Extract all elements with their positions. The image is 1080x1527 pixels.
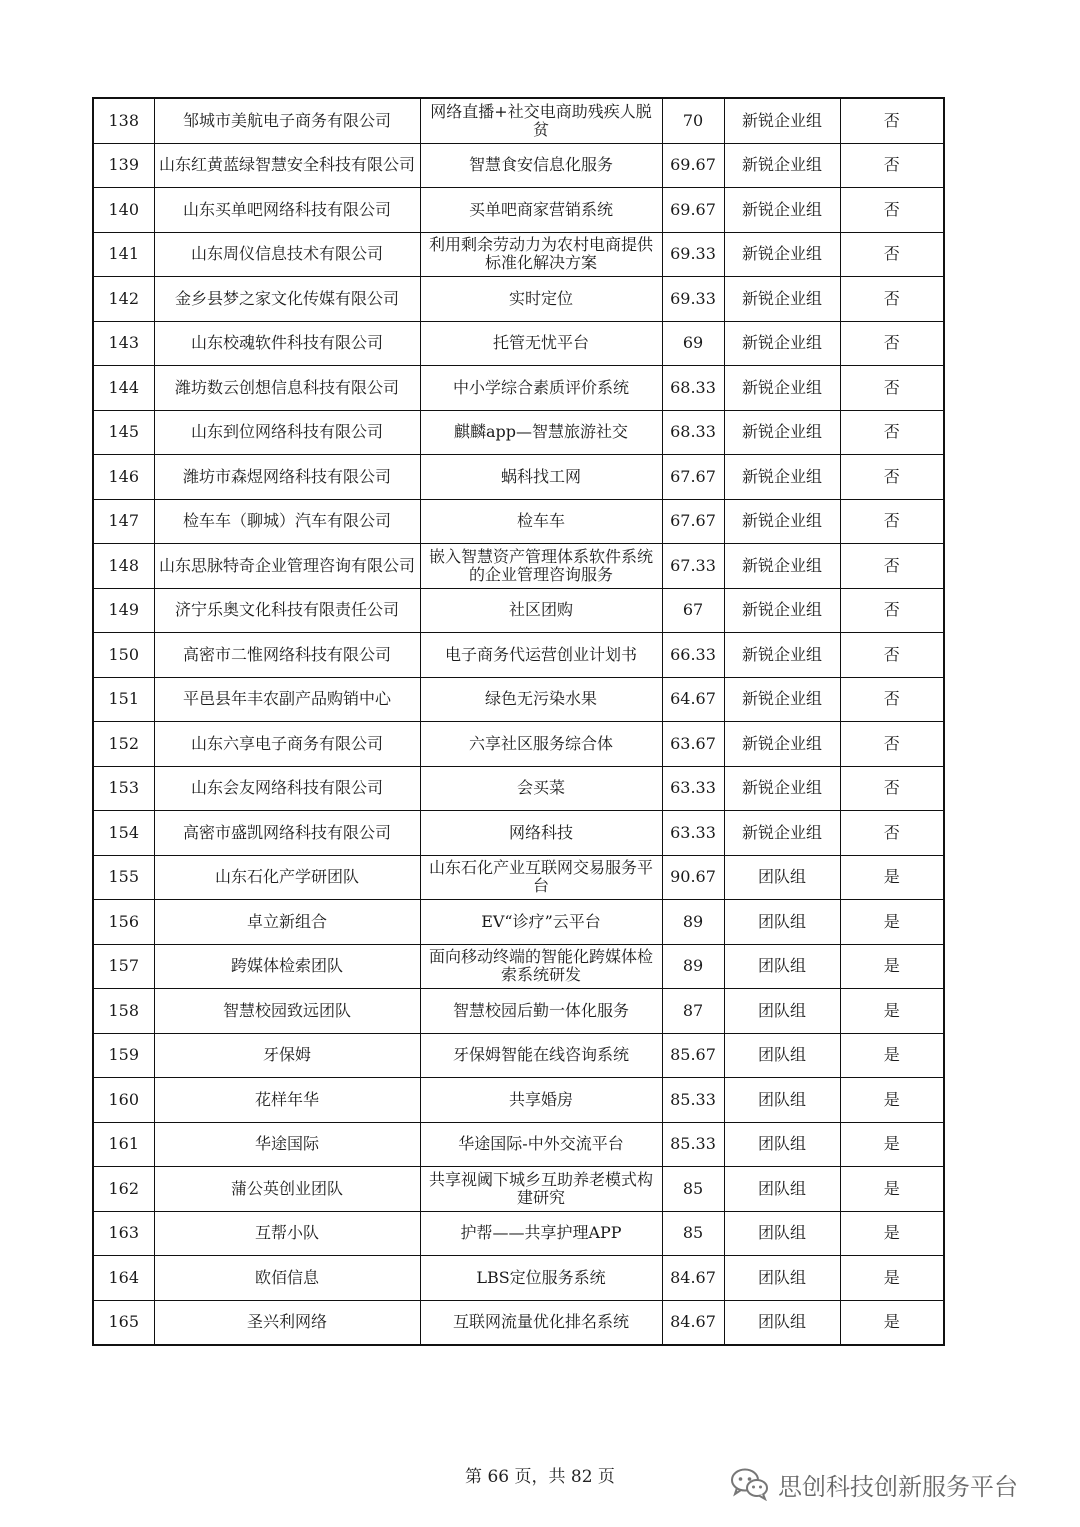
cell-group: 新锐企业组 [724, 143, 840, 188]
cell-project-name: 实时定位 [420, 277, 662, 322]
cell-entity-name: 智慧校园致远团队 [154, 989, 420, 1034]
table-row [93, 1033, 944, 1078]
cell-project-name: 托管无忧平台 [420, 321, 662, 366]
cell-flag: 是 [840, 1078, 944, 1123]
cell-flag: 是 [840, 900, 944, 945]
cell-project-name: 华途国际-中外交流平台 [420, 1122, 662, 1167]
cell-flag: 是 [840, 1256, 944, 1301]
cell-flag: 否 [840, 677, 944, 722]
cell-project-name: 嵌入智慧资产管理体系软件系统的企业管理咨询服务 [420, 544, 662, 589]
table-row [93, 811, 944, 856]
cell-number: 143 [93, 321, 154, 366]
cell-number: 138 [93, 98, 154, 143]
cell-score: 84.67 [662, 1256, 724, 1301]
cell-project-name: 智慧食安信息化服务 [420, 143, 662, 188]
cell-number: 146 [93, 455, 154, 500]
table-row [93, 143, 944, 188]
table-row [93, 366, 944, 411]
cell-number: 155 [93, 855, 154, 900]
cell-number: 145 [93, 410, 154, 455]
cell-entity-name: 潍坊数云创想信息科技有限公司 [154, 366, 420, 411]
results-table [92, 97, 945, 1346]
cell-number: 149 [93, 588, 154, 633]
cell-flag: 否 [840, 544, 944, 589]
cell-flag: 否 [840, 366, 944, 411]
table-row [93, 232, 944, 277]
cell-project-name: 山东石化产业互联网交易服务平台 [420, 855, 662, 900]
cell-flag: 否 [840, 277, 944, 322]
cell-project-name: 网络直播+社交电商助残疾人脱贫 [420, 98, 662, 143]
cell-project-name: 六享社区服务综合体 [420, 722, 662, 767]
cell-number: 161 [93, 1122, 154, 1167]
cell-flag: 否 [840, 98, 944, 143]
cell-project-name: 网络科技 [420, 811, 662, 856]
cell-group: 团队组 [724, 944, 840, 989]
cell-entity-name: 华途国际 [154, 1122, 420, 1167]
cell-flag: 否 [840, 321, 944, 366]
cell-entity-name: 济宁乐奥文化科技有限责任公司 [154, 588, 420, 633]
cell-flag: 是 [840, 1122, 944, 1167]
table-row [93, 1078, 944, 1123]
cell-entity-name: 跨媒体检索团队 [154, 944, 420, 989]
cell-entity-name: 高密市盛凯网络科技有限公司 [154, 811, 420, 856]
cell-score: 89 [662, 900, 724, 945]
cell-entity-name: 山东石化产学研团队 [154, 855, 420, 900]
cell-number: 150 [93, 633, 154, 678]
table-row [93, 766, 944, 811]
cell-project-name: 牙保姆智能在线咨询系统 [420, 1033, 662, 1078]
cell-project-name: 会买菜 [420, 766, 662, 811]
table-row [93, 900, 944, 945]
cell-project-name: 共享婚房 [420, 1078, 662, 1123]
cell-number: 156 [93, 900, 154, 945]
cell-group: 新锐企业组 [724, 410, 840, 455]
cell-entity-name: 山东周仪信息技术有限公司 [154, 232, 420, 277]
cell-project-name: 共享视阈下城乡互助养老模式构建研究 [420, 1167, 662, 1212]
cell-score: 68.33 [662, 410, 724, 455]
cell-score: 63.33 [662, 811, 724, 856]
cell-entity-name: 山东会友网络科技有限公司 [154, 766, 420, 811]
cell-project-name: 智慧校园后勤一体化服务 [420, 989, 662, 1034]
cell-group: 新锐企业组 [724, 321, 840, 366]
cell-entity-name: 花样年华 [154, 1078, 420, 1123]
cell-entity-name: 互帮小队 [154, 1211, 420, 1256]
cell-group: 新锐企业组 [724, 766, 840, 811]
cell-flag: 否 [840, 588, 944, 633]
cell-entity-name: 邹城市美航电子商务有限公司 [154, 98, 420, 143]
cell-number: 140 [93, 188, 154, 233]
cell-number: 158 [93, 989, 154, 1034]
cell-score: 85 [662, 1211, 724, 1256]
cell-number: 148 [93, 544, 154, 589]
cell-group: 团队组 [724, 1256, 840, 1301]
cell-number: 144 [93, 366, 154, 411]
cell-project-name: 互联网流量优化排名系统 [420, 1300, 662, 1345]
cell-flag: 是 [840, 989, 944, 1034]
cell-score: 90.67 [662, 855, 724, 900]
cell-score: 84.67 [662, 1300, 724, 1345]
table-row [93, 944, 944, 989]
cell-project-name: 检车车 [420, 499, 662, 544]
table-row [93, 989, 944, 1034]
cell-number: 165 [93, 1300, 154, 1345]
table-row [93, 410, 944, 455]
cell-entity-name: 山东买单吧网络科技有限公司 [154, 188, 420, 233]
cell-flag: 是 [840, 1300, 944, 1345]
table-row [93, 277, 944, 322]
cell-number: 164 [93, 1256, 154, 1301]
table-row [93, 455, 944, 500]
results-table-body [93, 98, 944, 1345]
watermark-text: 思创科技创新服务平台 [778, 1472, 1018, 1501]
cell-group: 新锐企业组 [724, 232, 840, 277]
cell-entity-name: 山东红黄蓝绿智慧安全科技有限公司 [154, 143, 420, 188]
cell-entity-name: 山东校魂软件科技有限公司 [154, 321, 420, 366]
cell-project-name: 利用剩余劳动力为农村电商提供标准化解决方案 [420, 232, 662, 277]
cell-entity-name: 卓立新组合 [154, 900, 420, 945]
table-row [93, 499, 944, 544]
cell-flag: 是 [840, 1211, 944, 1256]
cell-group: 新锐企业组 [724, 722, 840, 767]
cell-score: 66.33 [662, 633, 724, 678]
cell-project-name: 麒麟app—智慧旅游社交 [420, 410, 662, 455]
cell-flag: 否 [840, 722, 944, 767]
table-row [93, 588, 944, 633]
cell-number: 153 [93, 766, 154, 811]
cell-score: 69 [662, 321, 724, 366]
cell-flag: 是 [840, 855, 944, 900]
cell-entity-name: 平邑县年丰农副产品购销中心 [154, 677, 420, 722]
page-footer: 第 66 页，共 82 页 [465, 1467, 615, 1487]
cell-entity-name: 牙保姆 [154, 1033, 420, 1078]
cell-flag: 是 [840, 944, 944, 989]
cell-entity-name: 蒲公英创业团队 [154, 1167, 420, 1212]
cell-flag: 否 [840, 232, 944, 277]
cell-score: 89 [662, 944, 724, 989]
cell-group: 新锐企业组 [724, 588, 840, 633]
cell-group: 新锐企业组 [724, 677, 840, 722]
cell-group: 团队组 [724, 1122, 840, 1167]
cell-score: 67.67 [662, 499, 724, 544]
table-row [93, 1211, 944, 1256]
cell-score: 85.33 [662, 1078, 724, 1123]
cell-project-name: EV“诊疗”云平台 [420, 900, 662, 945]
cell-score: 67 [662, 588, 724, 633]
cell-entity-name: 高密市二惟网络科技有限公司 [154, 633, 420, 678]
cell-flag: 否 [840, 633, 944, 678]
table-row [93, 188, 944, 233]
cell-flag: 否 [840, 455, 944, 500]
cell-score: 63.33 [662, 766, 724, 811]
cell-group: 新锐企业组 [724, 544, 840, 589]
cell-score: 68.33 [662, 366, 724, 411]
cell-group: 团队组 [724, 1211, 840, 1256]
table-row [93, 633, 944, 678]
cell-entity-name: 欧佰信息 [154, 1256, 420, 1301]
cell-number: 147 [93, 499, 154, 544]
cell-flag: 否 [840, 811, 944, 856]
cell-group: 新锐企业组 [724, 633, 840, 678]
cell-number: 142 [93, 277, 154, 322]
cell-group: 新锐企业组 [724, 98, 840, 143]
table-row [93, 855, 944, 900]
cell-number: 151 [93, 677, 154, 722]
cell-group: 团队组 [724, 1078, 840, 1123]
cell-score: 69.67 [662, 188, 724, 233]
cell-flag: 否 [840, 499, 944, 544]
cell-project-name: 护帮——共享护理APP [420, 1211, 662, 1256]
cell-project-name: 绿色无污染水果 [420, 677, 662, 722]
table-row [93, 1167, 944, 1212]
cell-entity-name: 山东到位网络科技有限公司 [154, 410, 420, 455]
cell-flag: 是 [840, 1167, 944, 1212]
cell-group: 团队组 [724, 855, 840, 900]
cell-entity-name: 圣兴利网络 [154, 1300, 420, 1345]
cell-flag: 是 [840, 1033, 944, 1078]
cell-flag: 否 [840, 188, 944, 233]
cell-score: 69.67 [662, 143, 724, 188]
cell-project-name: LBS定位服务系统 [420, 1256, 662, 1301]
cell-project-name: 电子商务代运营创业计划书 [420, 633, 662, 678]
cell-score: 85.67 [662, 1033, 724, 1078]
cell-group: 新锐企业组 [724, 499, 840, 544]
cell-number: 154 [93, 811, 154, 856]
cell-group: 团队组 [724, 1033, 840, 1078]
cell-group: 团队组 [724, 900, 840, 945]
cell-score: 69.33 [662, 232, 724, 277]
cell-number: 152 [93, 722, 154, 767]
cell-number: 157 [93, 944, 154, 989]
cell-group: 新锐企业组 [724, 366, 840, 411]
cell-flag: 否 [840, 766, 944, 811]
cell-score: 70 [662, 98, 724, 143]
cell-project-name: 买单吧商家营销系统 [420, 188, 662, 233]
cell-score: 64.67 [662, 677, 724, 722]
cell-project-name: 社区团购 [420, 588, 662, 633]
cell-number: 162 [93, 1167, 154, 1212]
table-row [93, 1300, 944, 1345]
cell-group: 新锐企业组 [724, 455, 840, 500]
table-row [93, 677, 944, 722]
cell-flag: 否 [840, 410, 944, 455]
cell-number: 159 [93, 1033, 154, 1078]
table-row [93, 1122, 944, 1167]
cell-entity-name: 检车车（聊城）汽车有限公司 [154, 499, 420, 544]
table-row [93, 1256, 944, 1301]
table-row [93, 722, 944, 767]
cell-score: 69.33 [662, 277, 724, 322]
cell-project-name: 中小学综合素质评价系统 [420, 366, 662, 411]
watermark [730, 1464, 1060, 1504]
cell-project-name: 蜗科找工网 [420, 455, 662, 500]
cell-number: 139 [93, 143, 154, 188]
table-row [93, 544, 944, 589]
cell-number: 163 [93, 1211, 154, 1256]
cell-group: 团队组 [724, 1167, 840, 1212]
cell-entity-name: 山东思脉特奇企业管理咨询有限公司 [154, 544, 420, 589]
cell-score: 85 [662, 1167, 724, 1212]
cell-flag: 否 [840, 143, 944, 188]
cell-score: 67.67 [662, 455, 724, 500]
cell-entity-name: 金乡县梦之家文化传媒有限公司 [154, 277, 420, 322]
cell-project-name: 面向移动终端的智能化跨媒体检索系统研发 [420, 944, 662, 989]
cell-number: 160 [93, 1078, 154, 1123]
cell-entity-name: 山东六享电子商务有限公司 [154, 722, 420, 767]
cell-group: 新锐企业组 [724, 811, 840, 856]
cell-group: 新锐企业组 [724, 188, 840, 233]
cell-score: 85.33 [662, 1122, 724, 1167]
table-row [93, 98, 944, 143]
cell-group: 新锐企业组 [724, 277, 840, 322]
cell-group: 团队组 [724, 989, 840, 1034]
table-row [93, 321, 944, 366]
cell-score: 87 [662, 989, 724, 1034]
cell-entity-name: 潍坊市森煜网络科技有限公司 [154, 455, 420, 500]
cell-number: 141 [93, 232, 154, 277]
cell-group: 团队组 [724, 1300, 840, 1345]
wechat-icon [730, 1467, 770, 1501]
cell-score: 63.67 [662, 722, 724, 767]
cell-score: 67.33 [662, 544, 724, 589]
